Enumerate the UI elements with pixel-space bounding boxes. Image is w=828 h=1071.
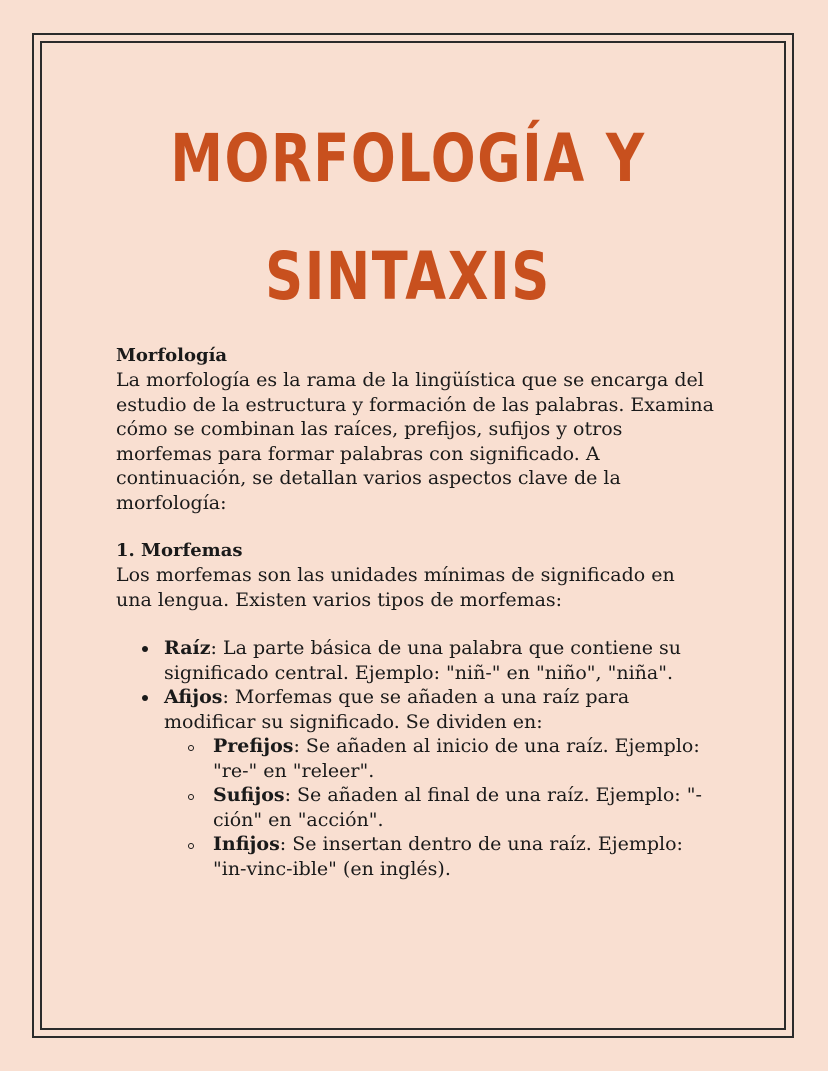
title-line-1: MORFOLOGÍA Y [170, 120, 646, 197]
term-afijos: Afijos [164, 686, 223, 708]
afijos-sublist [164, 734, 716, 881]
title-line-2: SINTAXIS [265, 238, 551, 315]
subsection-heading-morfemas: 1. Morfemas [116, 540, 243, 561]
definition-infijos: : Se insertan dentro de una raíz. Ejemplo: "in-vinc-ible" (en inglés). [213, 833, 683, 880]
sublist-item-sufijos [164, 783, 716, 832]
term-sufijos: Sufijos [213, 784, 285, 806]
bullet-dot-icon [142, 646, 148, 652]
definition-prefijos: : Se añaden al inicio de una raíz. Ejemplo: "re-" en "releer". [213, 735, 700, 782]
section-heading-morfologia: Morfología [116, 345, 228, 366]
term-infijos: Infijos [213, 833, 280, 855]
document-body [116, 100, 716, 881]
document-title [168, 100, 648, 336]
list-item-raiz [116, 636, 716, 685]
definition-raiz: : La parte básica de una palabra que contiene su significado central. Ejemplo: "niñ-" en "niño", "niña". [164, 637, 682, 684]
bullet-circle-icon [188, 745, 194, 751]
morfologia-intro-paragraph: La morfología es la rama de la lingüística que se encarga del estudio de la estructura y formación de las palabras. Examina cómo se combinan las raíces, prefijos, sufijos y otros morfemas para formar palabras con significado. A continuación, se detallan varios aspectos clave de la morfología: [116, 369, 714, 514]
definition-afijos: : Morfemas que se añaden a una raíz para modificar su significado. Se dividen en: [164, 686, 630, 733]
bullet-dot-icon [142, 695, 148, 701]
list-item-afijos [116, 685, 716, 881]
definition-sufijos: : Se añaden al final de una raíz. Ejemplo: "-ción" en "acción". [213, 784, 702, 831]
bullet-circle-icon [188, 843, 194, 849]
sublist-item-infijos [164, 832, 716, 881]
sublist-item-prefijos [164, 734, 716, 783]
morfemas-intro-paragraph: Los morfemas son las unidades mínimas de significado en una lengua. Existen varios tipos de morfemas: [116, 564, 675, 611]
term-raiz: Raíz [164, 637, 211, 659]
morfemas-list [116, 636, 716, 881]
term-prefijos: Prefijos [213, 735, 294, 757]
bullet-circle-icon [188, 794, 194, 800]
